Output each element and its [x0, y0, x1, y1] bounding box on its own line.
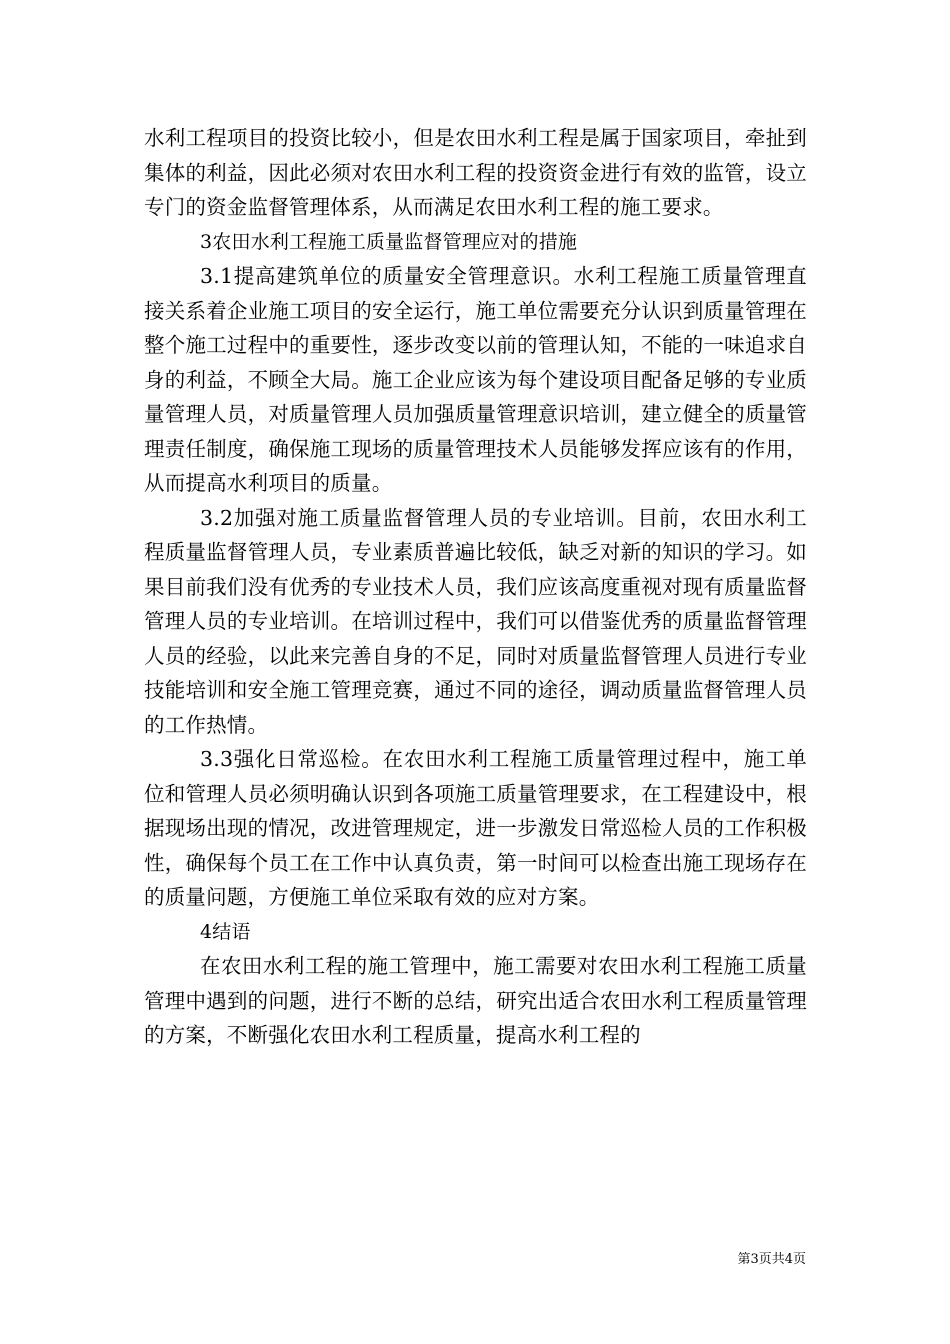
document-body	[144, 121, 807, 1053]
paragraph-conclusion: 在农田水利工程的施工管理中，施工需要对农田水利工程施工质量管理中遇到的问题，进行不断的总结，研究出适合农田水利工程质量管理的方案，不断强化农田水利工程质量，提高水利工程的	[144, 954, 807, 1047]
section-heading-4: 4结语	[200, 920, 251, 943]
paragraph-3-2: 3.2加强对施工质量监督管理人员的专业培训。目前，农田水利工程质量监督管理人员，专业素质普遍比较低，缺乏对新的知识的学习。如果目前我们没有优秀的专业技术人员，我们应该高度重视对现有质量监督管理人员的专业培训。在培训过程中，我们可以借鉴优秀的质量监督管理人员的经验，以此来完善自身的不足，同时对质量监督管理人员进行专业技能培训和安全施工管理竞赛，通过不同的途径，调动质量监督管理人员的工作热情。	[144, 505, 807, 737]
paragraph-3-3: 3.3强化日常巡检。在农田水利工程施工质量管理过程中，施工单位和管理人员必须明确认识到各项施工质量管理要求，在工程建设中，根据现场出现的情况，改进管理规定，进一步激发日常巡检人员的工作积极性，确保每个员工在工作中认真负责，第一时间可以检查出施工现场存在的质量问题，方便施工单位采取有效的应对方案。	[144, 747, 807, 909]
section-heading-3: 3农田水利工程施工质量监督管理应对的措施	[200, 230, 578, 253]
paragraph-funding-supervision: 水利工程项目的投资比较小，但是农田水利工程是属于国家项目，牵扯到集体的利益，因此必须对农田水利工程的投资资金进行有效的监管，设立专门的资金监督管理体系，从而满足农田水利工程的施工要求。	[144, 126, 807, 219]
paragraph-3-1: 3.1提高建筑单位的质量安全管理意识。水利工程施工质量管理直接关系着企业施工项目的安全运行，施工单位需要充分认识到质量管理在整个施工过程中的重要性，逐步改变以前的管理认知，不能的一味追求自身的利益，不顾全大局。施工企业应该为每个建设项目配备足够的专业质量管理人员，对质量管理人员加强质量管理意识培训，建立健全的质量管理责任制度，确保施工现场的质量管理技术人员能够发挥应该有的作用，从而提高水利项目的质量。	[144, 264, 807, 495]
page-number-footer: 第3页共4页	[737, 1252, 806, 1267]
